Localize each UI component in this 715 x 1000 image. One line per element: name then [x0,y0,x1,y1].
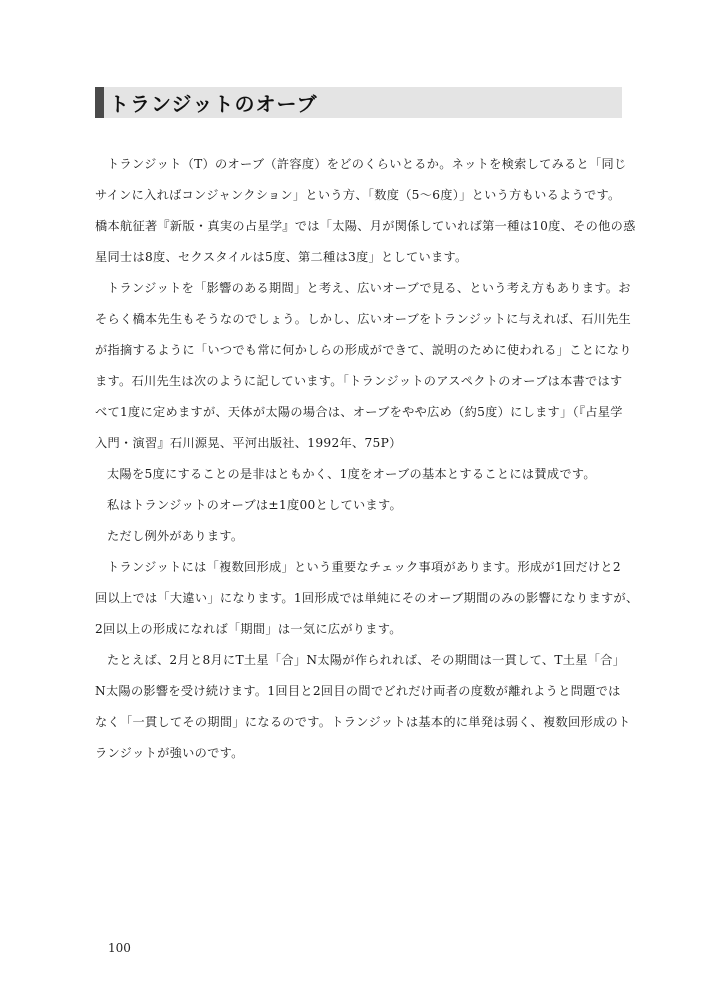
text-line: 太陽を5度にすることの是非はともかく、1度をオーブの基本とすることには賛成です。 [107,467,596,481]
text-line: たとえば、2月と8月にT土星「合」N太陽が作られれば、その期間は一貫して、T土星「合」 [107,653,626,667]
text-line: 橋本航征著『新版・真実の占星学』では「太陽、月が関係していれば第一種は10度、その他の惑 [95,219,636,233]
text-line: トランジットには「複数回形成」という重要なチェック事項があります。形成が1回だけと2 [107,560,621,574]
paragraph-1 [95,149,635,273]
paragraph-4 [95,490,635,521]
paragraph-7 [95,645,635,769]
text-line: 入門・演習』石川源晃、平河出版社、1992年、75P） [95,436,402,450]
body-text [95,149,639,769]
text-line: ます。石川先生は次のように記しています。「トランジットのアスペクトのオーブは本書ではす [95,374,623,388]
text-line: そらく橋本先生もそうなのでしょう。しかし、広いオーブをトランジットに与えれば、石川先生 [95,312,632,326]
section-title: トランジットのオーブ [109,92,318,116]
text-line: 2回以上の形成になれば「期間」は一気に広がります。 [95,622,402,636]
text-line: N太陽の影響を受け続けます。1回目と2回目の間でどれだけ両者の度数が離れようと問題では [95,684,621,698]
paragraph-2 [95,273,635,459]
page-number: 100 [108,941,131,955]
text-line: 私はトランジットのオーブは±1度00としています。 [107,498,403,512]
text-line: べて1度に定めますが、天体が太陽の場合は、オーブをやや広め（約5度）にします」（『占星学 [95,405,623,419]
paragraph-5 [95,521,635,552]
text-line: ただし例外があります。 [107,529,244,543]
text-line: が指摘するように「いつでも常に何かしらの形成ができて、説明のために使われる」ことになり [95,343,632,357]
text-line: 星同士は8度、セクスタイルは5度、第二種は3度」としています。 [95,250,468,264]
paragraph-6 [95,552,639,645]
text-line: トランジット（T）のオーブ（許容度）をどのくらいとるか。ネットを検索してみると「同じ [107,157,627,171]
text-line: ランジットが強いのです。 [95,746,244,760]
text-line: 回以上では「大違い」になります。1回形成では単純にそのオーブ期間のみの影響になりますが、 [95,591,639,605]
text-line: トランジットを「影響のある期間」と考え、広いオーブで見る、という考え方もあります。お [107,281,631,295]
paragraph-3 [95,459,635,490]
text-line: サインに入ればコンジャンクション」という方、「数度（5～6度）」という方もいるようです。 [95,188,621,202]
section-heading [95,87,622,118]
heading-accent-bar [95,87,104,118]
text-line: なく「一貫してその期間」になるのです。トランジットは基本的に単発は弱く、複数回形成のト [95,715,631,729]
